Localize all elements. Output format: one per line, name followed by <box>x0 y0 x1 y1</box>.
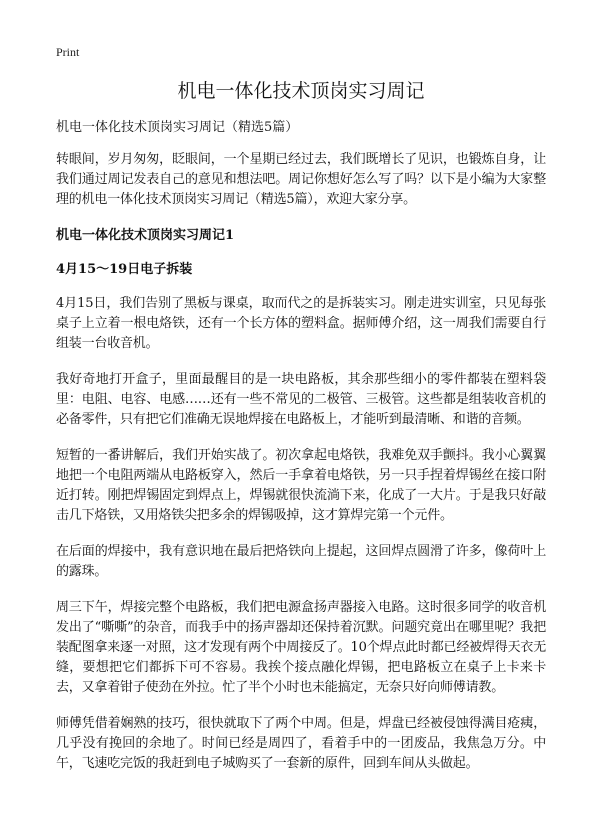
body-paragraph: 周三下午，焊接完整个电路板，我们把电源盒扬声器接入电路。这时很多同学的收音机发出了“嘶嘶”的杂音，而我手中的扬声器却还保持着沉默。问题究竟出在哪里呢？我把装配图拿来逐一对照，这才发现有两个中周接反了。10个焊点此时都已经被焊得天衣无缝，要想把它们都拆下可不容易。我挨个接点融化焊锡，把电路板立在桌子上卡来卡去，又拿着钳子使劲在外拉。忙了半个小时也未能搞定，无奈只好向师傅请教。 <box>56 600 546 695</box>
document-title: 机电一体化技术顶岗实习周记 <box>177 80 425 102</box>
body-paragraph: 在后面的焊接中，我有意识地在最后把烙铁向上提起，这回焊点圆滑了许多，像荷叶上的露珠。 <box>56 544 546 579</box>
intro-paragraph: 转眼间，岁月匆匆，眨眼间，一个星期已经过去，我们既增长了见识，也锻炼自身，让我们通过周记发表自己的意见和想法吧。周记你想好怎么写了吗？以下是小编为大家整理的机电一体化技术顶岗实习周记（精选5篇），欢迎大家分享。 <box>56 152 546 207</box>
body-paragraph: 师傅凭借着娴熟的技巧，很快就取下了两个中周。但是，焊盘已经被侵蚀得满目疮痍，几乎没有挽回的余地了。时间已经是周四了，看着手中的一团废品，我焦急万分。中午，飞速吃完饭的我赶到电子城购买了一套新的原件，回到车间从头做起。 <box>56 716 546 771</box>
body-paragraph: 短暂的一番讲解后，我们开始实战了。初次拿起电烙铁，我难免双手颤抖。我小心翼翼地把一个电阻两端从电路板穿入，然后一手拿着电烙铁，另一只手捏着焊锡丝在接口附近打转。刚把焊锡固定到焊点上，焊锡就很快流淌下来，化成了一大片。于是我只好敲击几下烙铁，又用烙铁尖把多余的焊锡吸掉，这才算焊完第一个元件。 <box>56 448 546 523</box>
document-page <box>56 44 546 790</box>
body-paragraph: 我好奇地打开盒子，里面最醒目的是一块电路板，其余那些细小的零件都装在塑料袋里：电阻、电容、电感……还有一些不常见的二极管、三极管。这些都是组装收音机的必备零件，只有把它们准确无误地焊接在电路板上，才能听到最清晰、和谐的音频。 <box>56 372 546 427</box>
section-heading: 机电一体化技术顶岗实习周记1 <box>56 228 235 243</box>
print-link[interactable]: Print <box>56 45 80 59</box>
body-paragraph: 4月15日，我们告别了黑板与课桌，取而代之的是拆装实习。刚走进实训室，只见每张桌子上立着一根电烙铁，还有一个长方体的塑料盒。据师傅介绍，这一周我们需要自行组装一台收音机。 <box>56 296 546 351</box>
document-subtitle: 机电一体化技术顶岗实习周记（精选5篇） <box>56 120 299 135</box>
sub-heading: 4月15～19日电子拆装 <box>56 262 193 277</box>
